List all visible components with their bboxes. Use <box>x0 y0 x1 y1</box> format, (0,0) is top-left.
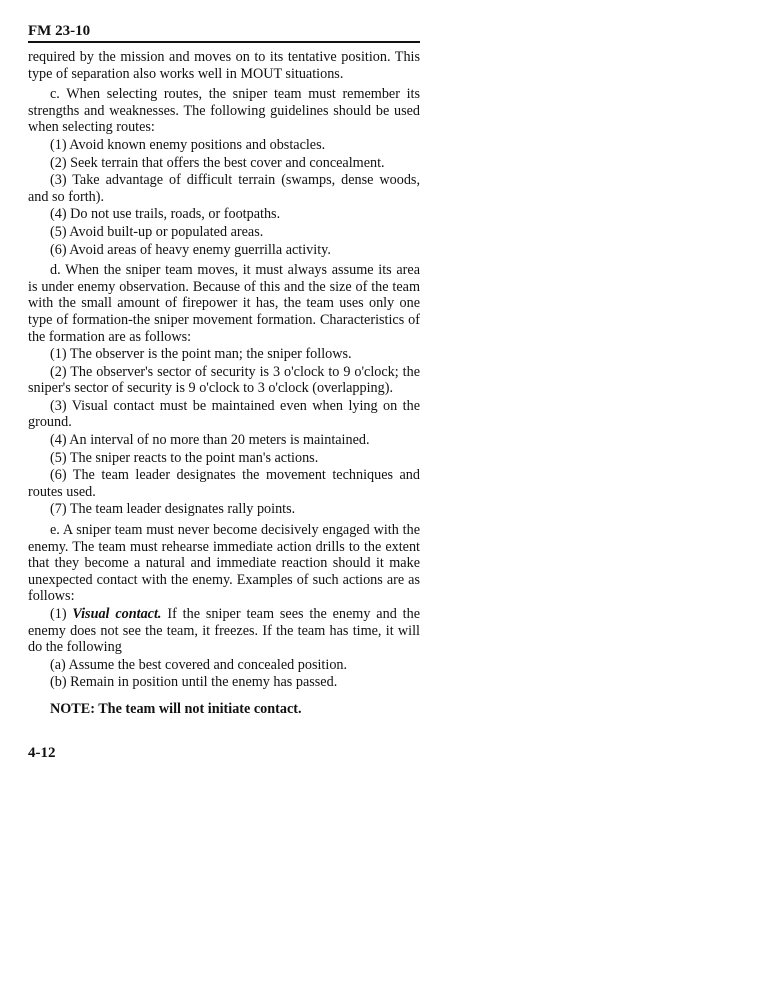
visual-contact-label: Visual contact. <box>72 606 162 622</box>
paragraph-c: c. When selecting routes, the sniper team must remember its strengths and weaknesses. The following guidelines should be used when selecting routes: <box>28 86 420 136</box>
paragraph-d: d. When the sniper team moves, it must always assume its area is under enemy observation. Because of this and the size of the team with the small amount of firepower it has, the team uses only one type of formation-the sniper movement formation. Characteristics of the formation are as follows: <box>28 262 420 345</box>
list-item-c5: (5) Avoid built-up or populated areas. <box>50 223 264 240</box>
document-page <box>28 22 420 762</box>
list-item-d6: (6) The team leader designates the movement techniques and routes used. <box>28 467 420 500</box>
list-item-c2: (2) Seek terrain that offers the best cover and concealment. <box>50 154 385 171</box>
list-item-c6: (6) Avoid areas of heavy enemy guerrilla activity. <box>50 241 331 258</box>
list-item-e1-prefix: (1) <box>50 606 73 622</box>
list-item-d1: (1) The observer is the point man; the sniper follows. <box>50 346 352 363</box>
list-item-ea: (a) Assume the best covered and concealed position. <box>50 656 348 673</box>
intro-paragraph: required by the mission and moves on to its tentative position. This type of separation also works well in MOUT situations. <box>28 49 420 82</box>
list-item-d3: (3) Visual contact must be maintained even when lying on the ground. <box>28 397 420 431</box>
list-item-d4: (4) An interval of no more than 20 meters is maintained. <box>50 432 370 449</box>
list-item-d7: (7) The team leader designates rally points. <box>50 501 296 518</box>
list-item-e1 <box>28 606 420 656</box>
list-item-c1: (1) Avoid known enemy positions and obstacles. <box>50 136 326 153</box>
list-item-c4: (4) Do not use trails, roads, or footpaths. <box>50 206 281 223</box>
list-item-c3: (3) Take advantage of difficult terrain (swamps, dense woods, and so forth). <box>28 172 420 205</box>
list-item-d2: (2) The observer's sector of security is 3 o'clock to 9 o'clock; the sniper's sector of security is 9 o'clock to 3 o'clock (overlapping). <box>28 363 420 397</box>
page-header: FM 23-10 <box>28 22 420 43</box>
note: NOTE: The team will not initiate contact. <box>50 700 302 717</box>
list-item-e1-text: If the sniper team sees the enemy and the enemy does not see the team, it freezes. If the team has time, it will do the following <box>28 606 421 656</box>
list-item-d5: (5) The sniper reacts to the point man's actions. <box>50 449 319 466</box>
paragraph-e: e. A sniper team must never become decisively engaged with the enemy. The team must rehearse immediate action drills to the extent that they become a natural and immediate reaction should it make unexpected contact with the enemy. Examples of such actions are as follows: <box>28 522 420 605</box>
page-number: 4-12 <box>28 744 56 761</box>
body-text <box>28 49 420 691</box>
list-item-eb: (b) Remain in position until the enemy has passed. <box>50 674 338 691</box>
